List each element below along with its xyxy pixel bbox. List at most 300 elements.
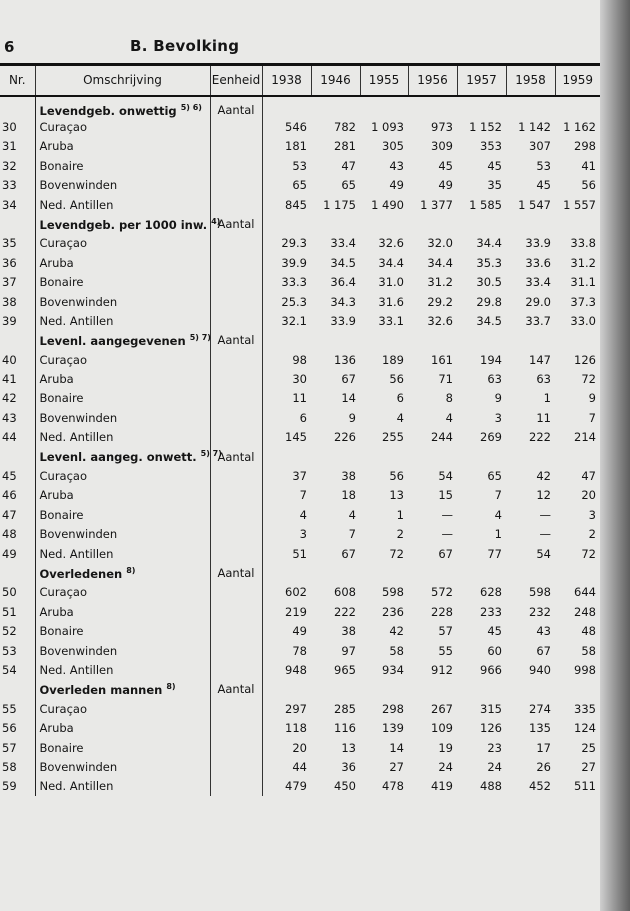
row-number: 41 [2, 372, 17, 387]
value-cell: 124 [574, 721, 596, 736]
row-label: Aruba [35, 718, 210, 737]
value-cell: 214 [574, 430, 596, 445]
value-cell: 47 [341, 158, 356, 173]
value-cell: 72 [581, 372, 596, 387]
value-cell: — [539, 507, 551, 522]
empty-cell [360, 563, 408, 582]
row-label: Bonaire [35, 505, 210, 524]
value-cell: 45 [536, 178, 551, 193]
unit-cell [210, 466, 262, 485]
empty-cell [408, 331, 457, 350]
value-cell: 29.3 [262, 234, 311, 253]
value-cell: 65 [262, 176, 311, 195]
value-cell: 335 [574, 701, 596, 716]
table-row [0, 137, 600, 156]
value-cell: 1 152 [469, 120, 502, 135]
table-body [0, 96, 600, 797]
value-cell: 19 [438, 740, 453, 755]
value-cell: 33.6 [525, 255, 551, 270]
row-number: 52 [2, 624, 17, 639]
row-number: 59 [2, 779, 17, 794]
value-cell: 912 [431, 662, 453, 677]
row-number [0, 214, 35, 233]
row-number: 54 [2, 662, 17, 677]
value-cell: 1 [543, 391, 551, 406]
table-row [0, 350, 600, 369]
row-label: Bovenwinden [35, 292, 210, 311]
value-cell: 49 [438, 178, 453, 193]
value-cell: 998 [574, 662, 596, 677]
value-cell: 297 [262, 699, 311, 718]
section-heading-row [0, 680, 600, 699]
value-cell: 24 [438, 759, 453, 774]
value-cell: 161 [431, 352, 453, 367]
row-number: 46 [2, 488, 17, 503]
footnote-ref: 8) [126, 565, 136, 575]
row-label: Ned. Antillen [35, 195, 210, 214]
row-label: Bonaire [35, 389, 210, 408]
row-label: Aruba [35, 602, 210, 621]
value-cell: 32.0 [427, 236, 453, 251]
unit-cell [210, 253, 262, 272]
value-cell: 33.1 [378, 313, 404, 328]
table-row [0, 505, 600, 524]
section-label [35, 214, 221, 233]
value-cell: 55 [438, 643, 453, 658]
value-cell: 4 [445, 410, 453, 425]
value-cell: 1 585 [469, 197, 502, 212]
empty-cell [311, 563, 360, 582]
section-label-text: Levendgeb. onwettig [39, 103, 177, 118]
value-cell: 29.2 [427, 294, 453, 309]
value-cell: 546 [262, 117, 311, 136]
footnote-ref: 5) 6) [180, 102, 202, 112]
value-cell: 57 [438, 624, 453, 639]
value-cell: 35.3 [476, 255, 502, 270]
value-cell: 145 [262, 428, 311, 447]
table-header-row [0, 65, 600, 96]
value-cell: 20 [581, 488, 596, 503]
value-cell: 38 [341, 469, 356, 484]
unit-cell [210, 602, 262, 621]
empty-cell [506, 331, 555, 350]
value-cell: 419 [431, 779, 453, 794]
value-cell: 136 [334, 352, 356, 367]
value-cell: 269 [480, 430, 502, 445]
value-cell: 67 [438, 546, 453, 561]
table-row [0, 466, 600, 485]
population-table [0, 63, 600, 796]
row-number: 40 [2, 352, 17, 367]
value-cell: 233 [480, 604, 502, 619]
value-cell: 7 [348, 527, 356, 542]
value-cell: 49 [262, 621, 311, 640]
unit-cell [210, 272, 262, 291]
row-label: Curaçao [35, 699, 210, 718]
value-cell: 948 [262, 660, 311, 679]
section-title: B. Bevolking [130, 37, 240, 55]
value-cell: 67 [536, 643, 551, 658]
value-cell: 51 [262, 544, 311, 563]
table-row [0, 253, 600, 272]
row-number: 42 [2, 391, 17, 406]
value-cell: 4 [348, 507, 356, 522]
value-cell: 147 [529, 352, 551, 367]
value-cell: 30.5 [476, 275, 502, 290]
value-cell: 56 [581, 178, 596, 193]
row-label: Bovenwinden [35, 408, 210, 427]
unit-cell [210, 117, 262, 136]
empty-cell [262, 563, 311, 582]
unit-cell [210, 757, 262, 776]
value-cell: 39.9 [262, 253, 311, 272]
table-row [0, 583, 600, 602]
row-label: Ned. Antillen [35, 428, 210, 447]
row-label: Aruba [35, 253, 210, 272]
row-number: 49 [2, 546, 17, 561]
row-label: Bovenwinden [35, 641, 210, 660]
empty-cell [506, 96, 555, 118]
empty-cell [262, 331, 311, 350]
unit-cell [210, 641, 262, 660]
empty-cell [360, 96, 408, 118]
value-cell: 25.3 [262, 292, 311, 311]
unit-cell [210, 583, 262, 602]
value-cell: 23 [487, 740, 502, 755]
value-cell: 274 [529, 701, 551, 716]
value-cell: 572 [431, 585, 453, 600]
empty-cell [506, 563, 555, 582]
empty-cell [311, 680, 360, 699]
value-cell: 31.6 [378, 294, 404, 309]
table-row [0, 738, 600, 757]
table-row [0, 486, 600, 505]
row-number: 32 [2, 158, 17, 173]
value-cell: 7 [262, 486, 311, 505]
value-cell: 30 [262, 369, 311, 388]
unit-cell: Aantal [210, 214, 262, 233]
value-cell: 54 [438, 469, 453, 484]
header-nr: Nr. [0, 65, 35, 96]
value-cell: 116 [334, 721, 356, 736]
value-cell: 9 [588, 391, 596, 406]
header-year: 1957 [457, 65, 506, 96]
row-number: 39 [2, 313, 17, 328]
value-cell: 32.1 [262, 311, 311, 330]
value-cell: 72 [581, 546, 596, 561]
unit-cell [210, 505, 262, 524]
empty-cell [360, 214, 408, 233]
value-cell: 1 557 [563, 197, 596, 212]
value-cell: 298 [574, 139, 596, 154]
value-cell: 56 [389, 469, 404, 484]
value-cell: 77 [487, 546, 502, 561]
row-number: 47 [2, 507, 17, 522]
value-cell: 228 [431, 604, 453, 619]
value-cell: 53 [536, 158, 551, 173]
row-number: 43 [2, 410, 17, 425]
value-cell: 452 [529, 779, 551, 794]
row-number [0, 96, 35, 118]
table-row [0, 176, 600, 195]
value-cell: 44 [262, 757, 311, 776]
empty-cell [311, 214, 360, 233]
section-label-text: Levendgeb. per 1000 inw. [39, 217, 208, 232]
value-cell: 267 [431, 701, 453, 716]
value-cell: 782 [334, 120, 356, 135]
value-cell: 478 [382, 779, 404, 794]
section-label-text: Levenl. aangegevenen [39, 333, 186, 348]
value-cell: 24 [487, 759, 502, 774]
header-year: 1958 [506, 65, 555, 96]
row-number: 37 [2, 275, 17, 290]
row-label: Aruba [35, 369, 210, 388]
table-row [0, 311, 600, 330]
unit-cell [210, 389, 262, 408]
value-cell: 15 [438, 488, 453, 503]
row-label: Bovenwinden [35, 176, 210, 195]
row-number: 48 [2, 527, 17, 542]
value-cell: 219 [262, 602, 311, 621]
value-cell: 9 [494, 391, 502, 406]
table-row [0, 757, 600, 776]
footnote-ref: 5) 7) [200, 449, 222, 459]
value-cell: 3 [262, 525, 311, 544]
empty-cell [457, 447, 506, 466]
page-edge [600, 0, 630, 911]
empty-cell [408, 447, 457, 466]
section-label [35, 447, 222, 466]
value-cell: 189 [382, 352, 404, 367]
value-cell: 31.1 [570, 275, 596, 290]
empty-cell [408, 563, 457, 582]
row-number [0, 680, 35, 699]
value-cell: 35 [487, 178, 502, 193]
unit-cell [210, 350, 262, 369]
value-cell: 58 [581, 643, 596, 658]
empty-cell [555, 563, 600, 582]
row-label: Ned. Antillen [35, 544, 210, 563]
value-cell: 2 [396, 527, 404, 542]
row-number: 57 [2, 740, 17, 755]
empty-cell [360, 680, 408, 699]
empty-cell [506, 214, 555, 233]
value-cell: 97 [341, 643, 356, 658]
value-cell: 8 [445, 391, 453, 406]
value-cell: 33.4 [525, 275, 551, 290]
table-row [0, 641, 600, 660]
value-cell: 598 [382, 585, 404, 600]
row-number: 45 [2, 469, 17, 484]
table-row [0, 292, 600, 311]
header-eenheid: Eenheid [210, 65, 262, 96]
row-number: 36 [2, 255, 17, 270]
value-cell: 244 [431, 430, 453, 445]
value-cell: 298 [382, 701, 404, 716]
empty-cell [408, 214, 457, 233]
value-cell: 14 [389, 740, 404, 755]
value-cell: 63 [487, 372, 502, 387]
value-cell: 47 [581, 469, 596, 484]
value-cell: 11 [262, 389, 311, 408]
unit-cell: Aantal [210, 680, 262, 699]
unit-cell [210, 369, 262, 388]
value-cell: 34.5 [476, 313, 502, 328]
footnote-ref: 5) 7) [189, 332, 211, 342]
row-label: Curaçao [35, 117, 210, 136]
row-number: 44 [2, 430, 17, 445]
value-cell: 1 162 [563, 120, 596, 135]
table-row [0, 234, 600, 253]
unit-cell [210, 311, 262, 330]
value-cell: 65 [341, 178, 356, 193]
value-cell: 45 [487, 158, 502, 173]
unit-cell [210, 777, 262, 796]
empty-cell [457, 214, 506, 233]
section-heading-row [0, 447, 600, 466]
value-cell: 25 [581, 740, 596, 755]
empty-cell [457, 680, 506, 699]
value-cell: 139 [382, 721, 404, 736]
unit-cell [210, 525, 262, 544]
value-cell: 194 [480, 352, 502, 367]
value-cell: 602 [262, 583, 311, 602]
unit-cell [210, 544, 262, 563]
unit-cell [210, 176, 262, 195]
value-cell: 43 [389, 158, 404, 173]
table-row [0, 428, 600, 447]
value-cell: 42 [536, 469, 551, 484]
value-cell: 1 490 [371, 197, 404, 212]
value-cell: 60 [487, 643, 502, 658]
value-cell: 965 [334, 662, 356, 677]
value-cell: 31.0 [378, 275, 404, 290]
value-cell: 12 [536, 488, 551, 503]
empty-cell [555, 447, 600, 466]
value-cell: 45 [438, 158, 453, 173]
empty-cell [360, 331, 408, 350]
value-cell: 135 [529, 721, 551, 736]
value-cell: 56 [389, 372, 404, 387]
value-cell: 934 [382, 662, 404, 677]
empty-cell [311, 331, 360, 350]
value-cell: 126 [480, 721, 502, 736]
section-heading-row [0, 96, 600, 118]
value-cell: 109 [431, 721, 453, 736]
row-label: Bonaire [35, 156, 210, 175]
value-cell: 14 [341, 391, 356, 406]
table-row [0, 117, 600, 136]
value-cell: 3 [494, 410, 502, 425]
value-cell: 285 [334, 701, 356, 716]
empty-cell [457, 563, 506, 582]
value-cell: 118 [262, 718, 311, 737]
row-number: 51 [2, 604, 17, 619]
value-cell: 37.3 [570, 294, 596, 309]
value-cell: 72 [389, 546, 404, 561]
value-cell: 1 175 [323, 197, 356, 212]
value-cell: 36 [341, 759, 356, 774]
section-label-text: Levenl. aangeg. onwett. [39, 450, 197, 465]
value-cell: 36.4 [330, 275, 356, 290]
row-label: Ned. Antillen [35, 660, 210, 679]
value-cell: 34.3 [330, 294, 356, 309]
value-cell: 34.4 [378, 255, 404, 270]
row-number [0, 447, 35, 466]
value-cell: 9 [348, 410, 356, 425]
value-cell: 41 [581, 158, 596, 173]
row-label: Curaçao [35, 234, 210, 253]
row-label: Bovenwinden [35, 757, 210, 776]
value-cell: 78 [262, 641, 311, 660]
value-cell: 27 [389, 759, 404, 774]
value-cell: 33.3 [262, 272, 311, 291]
value-cell: 26 [536, 759, 551, 774]
unit-cell [210, 156, 262, 175]
empty-cell [311, 96, 360, 118]
empty-cell [262, 680, 311, 699]
value-cell: 37 [262, 466, 311, 485]
row-number: 31 [2, 139, 17, 154]
unit-cell: Aantal [210, 563, 262, 582]
value-cell: — [539, 527, 551, 542]
section-label [35, 563, 210, 582]
row-number: 38 [2, 294, 17, 309]
row-label: Bovenwinden [35, 525, 210, 544]
footnote-ref: 8) [166, 681, 176, 691]
value-cell: 1 093 [371, 120, 404, 135]
table-row [0, 272, 600, 291]
row-number: 30 [2, 120, 17, 135]
value-cell: 6 [262, 408, 311, 427]
section-heading-row [0, 214, 600, 233]
value-cell: 248 [574, 604, 596, 619]
row-number: 56 [2, 721, 17, 736]
value-cell: 31.2 [570, 255, 596, 270]
table-row [0, 525, 600, 544]
value-cell: 1 [494, 527, 502, 542]
value-cell: 479 [262, 777, 311, 796]
header-omschrijving: Omschrijving [35, 65, 210, 96]
table-row [0, 156, 600, 175]
row-number: 53 [2, 643, 17, 658]
unit-cell [210, 486, 262, 505]
value-cell: 13 [341, 740, 356, 755]
empty-cell [506, 447, 555, 466]
table-row [0, 660, 600, 679]
value-cell: 98 [262, 350, 311, 369]
value-cell: 305 [382, 139, 404, 154]
header-year: 1959 [555, 65, 600, 96]
footnote-ref: 4) [211, 216, 221, 226]
unit-cell [210, 292, 262, 311]
row-label: Curaçao [35, 350, 210, 369]
empty-cell [555, 96, 600, 118]
row-number: 58 [2, 759, 17, 774]
table-row [0, 777, 600, 796]
value-cell: 33.9 [330, 313, 356, 328]
unit-cell [210, 195, 262, 214]
empty-cell [262, 96, 311, 118]
empty-cell [311, 447, 360, 466]
value-cell: 54 [536, 546, 551, 561]
unit-cell [210, 718, 262, 737]
header-year: 1946 [311, 65, 360, 96]
table-row [0, 699, 600, 718]
table-row [0, 195, 600, 214]
table-row [0, 544, 600, 563]
empty-cell [457, 331, 506, 350]
